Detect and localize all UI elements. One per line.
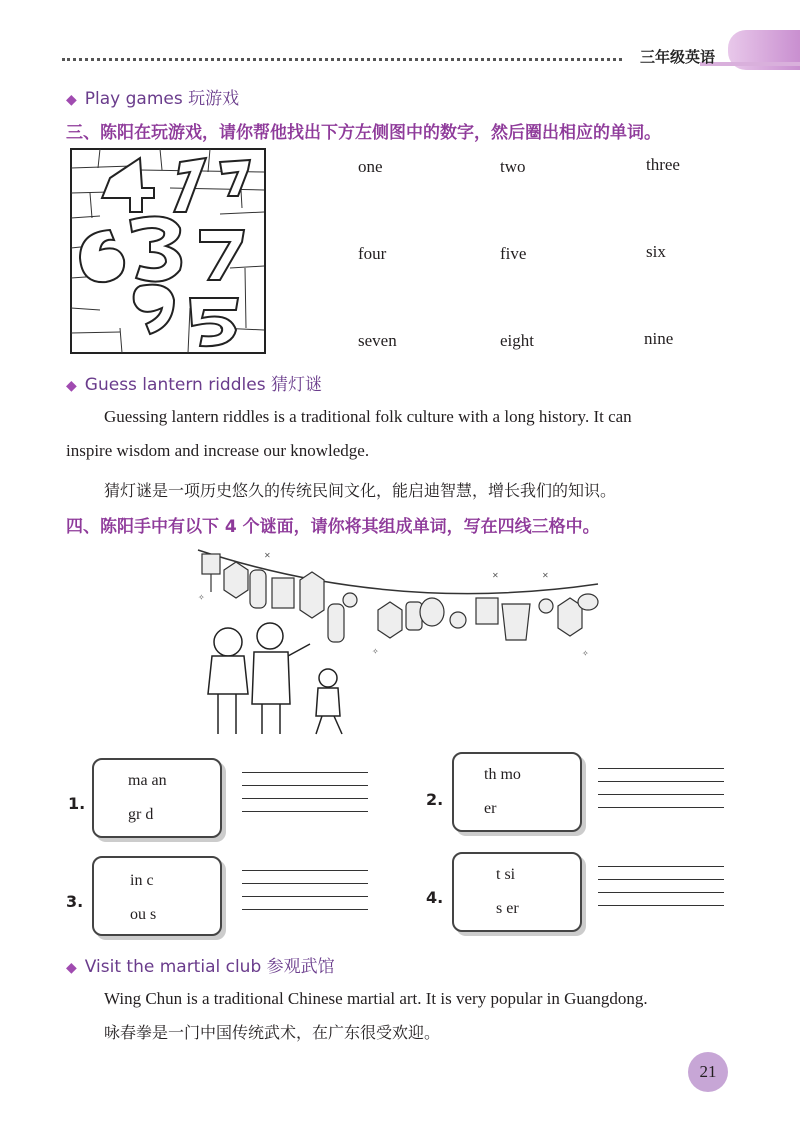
riddle-fragment-top: ma an bbox=[128, 772, 167, 789]
four-line-grid[interactable] bbox=[242, 770, 368, 820]
svg-text:✧: ✧ bbox=[582, 649, 589, 658]
page-number: 21 bbox=[688, 1052, 728, 1092]
riddle-card bbox=[452, 852, 582, 932]
riddle-number: 3. bbox=[66, 892, 84, 911]
svg-text:✧: ✧ bbox=[372, 647, 379, 656]
task-3-instruction: 三、陈阳在玩游戏，请你帮他找出下方左侧图中的数字，然后圈出相应的单词。 bbox=[66, 123, 661, 143]
word-eight: eight bbox=[500, 331, 534, 350]
lantern-festival-illustration bbox=[192, 544, 604, 742]
svg-text:✕: ✕ bbox=[492, 571, 499, 580]
paragraph-chinese: 猜灯谜是一项历史悠久的传统民间文化，能启迪智慧，增长我们的知识。 bbox=[104, 481, 617, 500]
word-seven: seven bbox=[358, 331, 397, 350]
word-four: four bbox=[358, 244, 387, 263]
word-nine: nine bbox=[644, 329, 674, 348]
four-line-grid[interactable] bbox=[598, 766, 724, 816]
riddle-number: 2. bbox=[426, 790, 444, 809]
paragraph-english: Wing Chun is a traditional Chinese martial art. It is very popular in Guangdong. bbox=[104, 989, 648, 1008]
section-play-games bbox=[66, 84, 239, 109]
svg-text:✕: ✕ bbox=[542, 571, 549, 580]
riddle-card bbox=[92, 856, 222, 936]
section-heading: Play games 玩游戏 bbox=[84, 89, 240, 109]
section-martial-club bbox=[66, 952, 335, 977]
section-lantern-riddles bbox=[66, 370, 322, 395]
paragraph-line: Guessing lantern riddles is a traditional folk culture with a long history. It can bbox=[104, 407, 632, 426]
hidden-numbers-puzzle-image bbox=[70, 148, 266, 354]
svg-text:✕: ✕ bbox=[264, 551, 271, 560]
riddle-card bbox=[452, 752, 582, 832]
riddle-fragment-bottom: er bbox=[484, 800, 497, 817]
word-six: six bbox=[646, 242, 666, 261]
diamond-bullet-icon: ◆ bbox=[66, 92, 77, 108]
riddle-fragment-top: in c bbox=[130, 872, 154, 889]
riddle-fragment-bottom: ou s bbox=[130, 906, 157, 923]
riddle-number: 4. bbox=[426, 888, 444, 907]
diamond-bullet-icon: ◆ bbox=[66, 960, 77, 976]
riddle-number: 1. bbox=[68, 794, 86, 813]
riddle-card bbox=[92, 758, 222, 838]
four-line-grid[interactable] bbox=[598, 864, 724, 914]
word-two: two bbox=[500, 157, 526, 176]
diamond-bullet-icon: ◆ bbox=[66, 378, 77, 394]
header-title: 三年级英语 bbox=[640, 48, 716, 66]
section-heading: Visit the martial club 参观武馆 bbox=[84, 957, 335, 977]
word-five: five bbox=[500, 244, 527, 263]
paragraph-line: inspire wisdom and increase our knowledge. bbox=[66, 441, 370, 460]
svg-text:✧: ✧ bbox=[198, 593, 205, 602]
word-one: one bbox=[358, 157, 383, 176]
section-heading: Guess lantern riddles 猜灯谜 bbox=[84, 375, 322, 395]
four-line-grid[interactable] bbox=[242, 868, 368, 918]
riddle-fragment-bottom: s er bbox=[496, 900, 519, 917]
header-dotted-rule bbox=[62, 58, 622, 61]
riddle-fragment-top: t si bbox=[496, 866, 516, 883]
task-4-instruction: 四、陈阳手中有以下 4 个谜面，请你将其组成单词，写在四线三格中。 bbox=[66, 517, 600, 537]
word-three: three bbox=[646, 155, 680, 174]
paragraph-chinese: 咏春拳是一门中国传统武术，在广东很受欢迎。 bbox=[104, 1023, 441, 1042]
riddle-fragment-bottom: gr d bbox=[128, 806, 154, 823]
riddle-fragment-top: th mo bbox=[484, 766, 521, 783]
